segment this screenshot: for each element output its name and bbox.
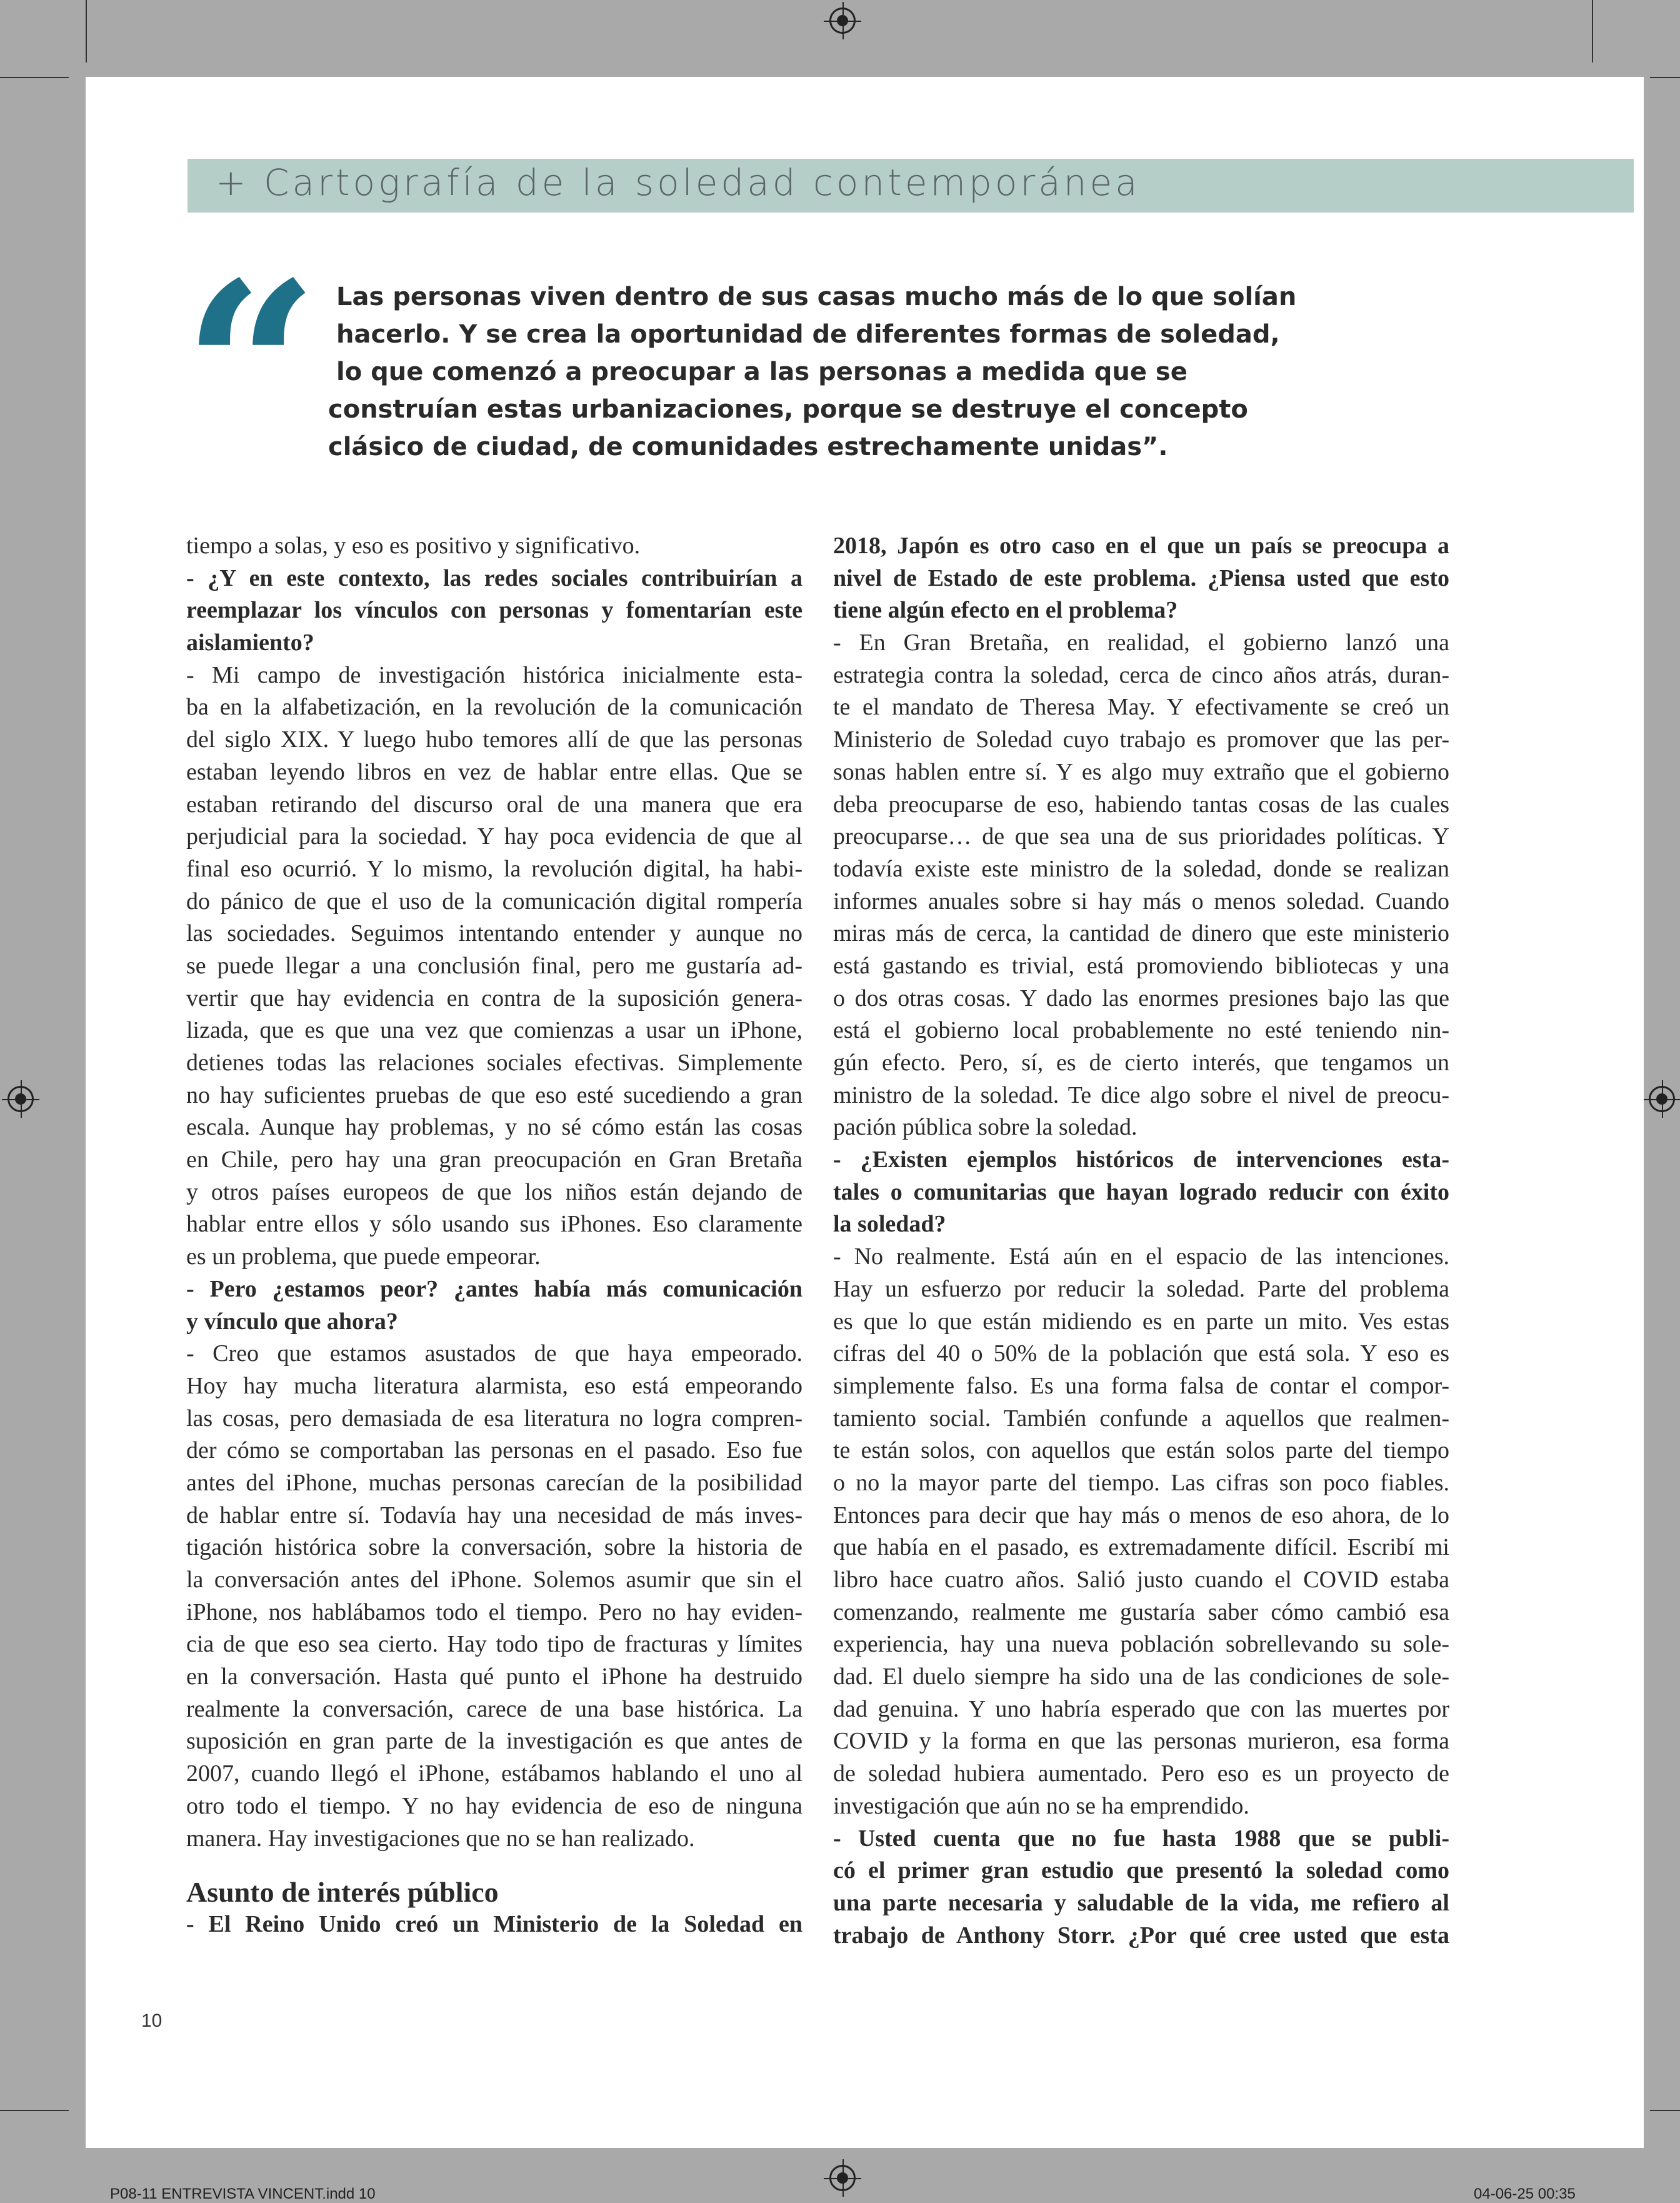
- text-line: no hay suficientes pruebas de que eso esté sucediendo a gran: [186, 1081, 802, 1108]
- text-line: - ¿Existen ejemplos históricos de intervenciones esta-: [833, 1147, 1449, 1173]
- text-line: las cosas, pero demasiada de esa literatura no logra compren-: [186, 1405, 802, 1432]
- text-line: ministro de la soledad. Te dice algo sobre el nivel de preocu-: [833, 1081, 1449, 1108]
- text-line: tigación histórica sobre la conversación, sobre la historia de: [186, 1534, 802, 1561]
- crop-mark: [1650, 2110, 1680, 2111]
- text-line: - Usted cuenta que no fue hasta 1988 que se publi-: [833, 1825, 1449, 1852]
- text-line: dad genuina. Y uno habría esperado que con las muertes por: [833, 1695, 1449, 1722]
- text-line: en la conversación. Hasta qué punto el iPhone ha destruido: [186, 1664, 802, 1690]
- text-line: aislamiento?: [186, 630, 314, 656]
- text-line: vertir que hay evidencia en contra de la suposición genera-: [186, 985, 802, 1011]
- section-subheading: Asunto de interés público: [186, 1876, 499, 1909]
- text-line: investigación que aún no se ha emprendido.: [833, 1792, 1249, 1819]
- section-title: + Cartografía de la soledad contemporánea: [216, 161, 1141, 204]
- text-line: - Mi campo de investigación histórica inicialmente esta-: [186, 661, 802, 688]
- text-line: del siglo XIX. Y luego hubo temores allí de que las personas: [186, 726, 802, 753]
- text-line: nivel de Estado de este problema. ¿Piensa usted que esto: [833, 565, 1449, 591]
- text-line: dad. El duelo siempre ha sido una de las condiciones de sole-: [833, 1664, 1449, 1690]
- text-line: te el mandato de Theresa May. Y efectivamente se creó un: [833, 694, 1449, 721]
- text-line: informes anuales sobre si hay más o menos soledad. Cuando: [833, 888, 1449, 915]
- text-line: y vínculo que ahora?: [186, 1308, 398, 1335]
- text-line: perjudicial para la sociedad. Y hay poca evidencia de que al: [186, 823, 802, 850]
- text-line: se puede llegar a una conclusión final, pero me gustaría ad-: [186, 952, 802, 979]
- text-line: y otros países europeos de que los niños están dejando de: [186, 1178, 802, 1205]
- text-line: en Chile, pero hay una gran preocupación en Gran Bretaña: [186, 1147, 802, 1173]
- text-line: pación pública sobre la soledad.: [833, 1114, 1138, 1141]
- text-line: comenzando, realmente me gustaría saber cómo cambió esa: [833, 1598, 1449, 1625]
- text-line: estaban retirando del discurso oral de una manera que era: [186, 791, 802, 818]
- text-line: hablar entre ellos y sólo usando sus iPhones. Eso claramente: [186, 1211, 802, 1238]
- text-line: experiencia, hay una nueva población sobrellevando su sole-: [833, 1631, 1449, 1658]
- text-line: estaban leyendo libros en vez de hablar entre ellas. Que se: [186, 758, 802, 785]
- text-line: iPhone, nos hablábamos todo el tiempo. Pero no hay eviden-: [186, 1598, 802, 1625]
- article-column-right: [833, 530, 1449, 1952]
- text-line: 2018, Japón es otro caso en el que un país se preocupa a: [833, 533, 1449, 559]
- text-line: estrategia contra la soledad, cerca de cinco años atrás, duran-: [833, 661, 1449, 688]
- text-line: - El Reino Unido creó un Ministerio de la Soledad en: [186, 1910, 802, 1937]
- text-line: todavía existe este ministro de la soledad, donde se realizan: [833, 855, 1449, 882]
- text-line: COVID y la forma en que las personas murieron, esa forma: [833, 1728, 1449, 1755]
- text-line: sonas hablen entre sí. Y es algo muy extraño que el gobierno: [833, 758, 1449, 785]
- text-line: suposición en gran parte de la investigación es que antes de: [186, 1728, 802, 1755]
- text-line: de hablar entre sí. Todavía hay una necesidad de más inves-: [186, 1502, 802, 1528]
- text-line: las sociedades. Seguimos intentando entender y aunque no: [186, 920, 802, 947]
- text-line: 2007, cuando llegó el iPhone, estábamos hablando el uno al: [186, 1760, 802, 1787]
- text-line: es que lo que están midiendo es en parte un mito. Ves estas: [833, 1308, 1449, 1335]
- registration-mark-icon: [1649, 1086, 1675, 1112]
- page-number: 10: [141, 2010, 162, 2031]
- text-line: manera. Hay investigaciones que no se han realizado.: [186, 1825, 695, 1852]
- text-line: có el primer gran estudio que presentó la soledad como: [833, 1857, 1449, 1884]
- text-line: - En Gran Bretaña, en realidad, el gobierno lanzó una: [833, 630, 1449, 656]
- text-line: Hoy hay mucha literatura alarmista, eso está empeorando: [186, 1372, 802, 1399]
- text-line: cia de que eso sea cierto. Hay todo tipo de fracturas y límites: [186, 1631, 802, 1658]
- text-line: tamiento social. También confunde a aquellos que realmen-: [833, 1405, 1449, 1432]
- text-line: de soledad hubiera aumentado. Pero eso es un proyecto de: [833, 1760, 1449, 1787]
- text-line: Hay un esfuerzo por reducir la soledad. Parte del problema: [833, 1275, 1449, 1302]
- pull-quote-line: construían estas urbanizaciones, porque se destruye el concepto: [328, 395, 1248, 424]
- text-line: realmente la conversación, carece de una base histórica. La: [186, 1695, 802, 1722]
- text-line: o dos otras cosas. Y dado las enormes presiones bajo las que: [833, 985, 1449, 1011]
- text-line: detienes todas las relaciones sociales efectivas. Simplemente: [186, 1050, 802, 1076]
- crop-mark: [86, 0, 87, 63]
- text-line: tiempo a solas, y eso es positivo y significativo.: [186, 533, 641, 559]
- article-column-left: [186, 530, 802, 1941]
- crop-mark: [0, 2110, 69, 2111]
- text-line: final eso ocurrió. Y lo mismo, la revolución digital, ha habi-: [186, 855, 802, 882]
- text-line: deba preocuparse de eso, habiendo tantas cosas de las cuales: [833, 791, 1449, 818]
- text-line: una parte necesaria y saludable de la vida, me refiero al: [833, 1889, 1449, 1916]
- text-line: o no la mayor parte del tiempo. Las cifras son poco fiables.: [833, 1469, 1449, 1496]
- pull-quote-line: hacerlo. Y se crea la oportunidad de diferentes formas de soledad,: [336, 320, 1280, 349]
- text-line: gún efecto. Pero, sí, es de cierto interés, que tengamos un: [833, 1050, 1449, 1076]
- pull-quote-line: lo que comenzó a preocupar a las personas a medida que se: [336, 358, 1188, 386]
- text-line: la conversación antes del iPhone. Solemos asumir que sin el: [186, 1567, 802, 1593]
- text-line: otro todo el tiempo. Y no hay evidencia de eso de ninguna: [186, 1792, 802, 1819]
- text-line: está gastando es trivial, está promoviendo bibliotecas y una: [833, 952, 1449, 979]
- text-line: trabajo de Anthony Storr. ¿Por qué cree usted que esta: [833, 1922, 1449, 1949]
- text-line: escala. Aunque hay problemas, y no sé cómo están las cosas: [186, 1114, 802, 1141]
- text-line: lizada, que es que una vez que comienzas a usar un iPhone,: [186, 1017, 802, 1044]
- registration-mark-icon: [8, 1086, 34, 1112]
- text-line: cifras del 40 o 50% de la población que está sola. Y eso es: [833, 1340, 1449, 1367]
- crop-mark: [0, 77, 69, 78]
- text-line: [186, 1855, 802, 1876]
- text-line: te están solos, con aquellos que están solos parte del tiempo: [833, 1437, 1449, 1464]
- text-line: preocuparse… de que sea una de sus prioridades políticas. Y: [833, 823, 1449, 850]
- text-line: do pánico de que el uso de la comunicación digital rompería: [186, 888, 802, 915]
- crop-mark: [1650, 77, 1680, 78]
- text-line: - Pero ¿estamos peor? ¿antes había más comunicación: [186, 1275, 802, 1302]
- crop-mark: [1592, 0, 1593, 63]
- text-line: la soledad?: [833, 1211, 946, 1238]
- text-line: está el gobierno local probablemente no esté teniendo nin-: [833, 1017, 1449, 1044]
- slug-date: 04-06-25 00:35: [1474, 2185, 1576, 2202]
- quote-mark-icon: “: [182, 230, 319, 509]
- text-line: antes del iPhone, muchas personas carecían de la posibilidad: [186, 1469, 802, 1496]
- text-line: der cómo se comportaban las personas en el pasado. Eso fue: [186, 1437, 802, 1464]
- text-line: miras más de cerca, la cantidad de dinero que este ministerio: [833, 920, 1449, 947]
- text-line: Ministerio de Soledad cuyo trabajo es promover que las per-: [833, 726, 1449, 753]
- slug-file-name: P08-11 ENTREVISTA VINCENT.indd 10: [110, 2185, 376, 2202]
- pull-quote-line: Las personas viven dentro de sus casas mucho más de lo que solían: [336, 283, 1297, 311]
- text-line: ba en la alfabetización, en la revolución de la comunicación: [186, 694, 802, 721]
- registration-mark-icon: [829, 8, 856, 34]
- text-line: que había en el pasado, es extremadamente difícil. Escribí mi: [833, 1534, 1449, 1561]
- pull-quote-line: clásico de ciudad, de comunidades estrechamente unidas”.: [328, 433, 1168, 461]
- text-line: tiene algún efecto en el problema?: [833, 597, 1178, 624]
- text-line: simplemente falso. Es una forma falsa de contar el compor-: [833, 1372, 1449, 1399]
- text-line: - No realmente. Está aún en el espacio de las intenciones.: [833, 1243, 1449, 1270]
- text-line: libro hace cuatro años. Salió justo cuando el COVID estaba: [833, 1567, 1449, 1593]
- text-line: Entonces para decir que hay más o menos de eso ahora, de lo: [833, 1502, 1449, 1528]
- text-line: - Creo que estamos asustados de que haya empeorado.: [186, 1340, 802, 1367]
- registration-mark-icon: [829, 2165, 856, 2191]
- text-line: reemplazar los vínculos con personas y fomentarían este: [186, 597, 802, 624]
- text-line: tales o comunitarias que hayan logrado reducir con éxito: [833, 1178, 1449, 1205]
- text-line: es un problema, que puede empeorar.: [186, 1243, 541, 1270]
- text-line: - ¿Y en este contexto, las redes sociales contribuirían a: [186, 565, 802, 591]
